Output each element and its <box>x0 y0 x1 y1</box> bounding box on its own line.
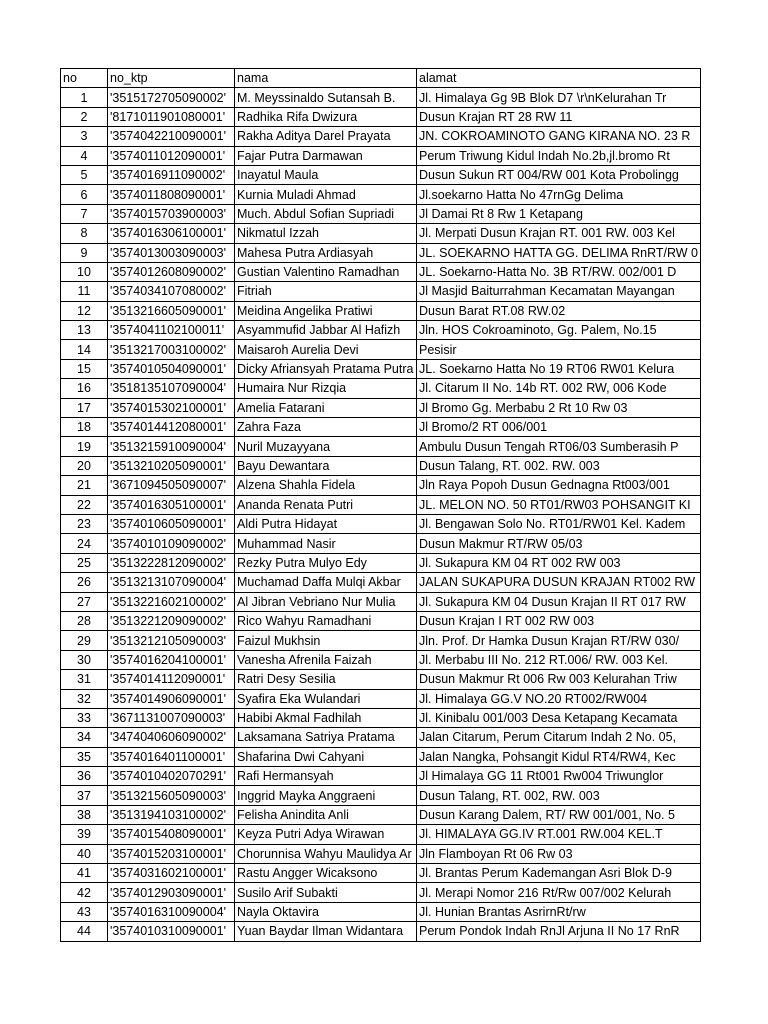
table-row <box>61 127 701 146</box>
cell-alamat[interactable]: JN. COKROAMINOTO GANG KIRANA NO. 23 R <box>417 127 701 146</box>
table-row <box>61 747 701 766</box>
cell-alamat[interactable]: Jl Damai Rt 8 Rw 1 Ketapang <box>417 204 701 223</box>
cell-alamat[interactable]: Pesisir <box>417 340 701 359</box>
cell-nama[interactable]: Inayatul Maula <box>235 165 417 184</box>
cell-nama[interactable]: Gustian Valentino Ramadhan <box>235 262 417 281</box>
cell-no-ktp[interactable]: '3574016911090002' <box>108 165 235 184</box>
table-row <box>61 359 701 378</box>
table-row <box>61 243 701 262</box>
cell-no[interactable]: 9 <box>61 243 108 262</box>
cell-no-ktp[interactable]: '3513215605090003' <box>108 786 235 805</box>
cell-alamat[interactable]: Dusun Barat RT.08 RW.02 <box>417 301 701 320</box>
table-row <box>61 767 701 786</box>
table-row <box>61 650 701 669</box>
table-row <box>61 88 701 107</box>
cell-no[interactable]: 23 <box>61 514 108 533</box>
cell-no-ktp[interactable]: '3574010402070291' <box>108 767 235 786</box>
cell-nama[interactable]: Faizul Mukhsin <box>235 631 417 650</box>
table-row <box>61 573 701 592</box>
table-row <box>61 864 701 883</box>
cell-alamat[interactable]: Jl. Hunian Brantas AsrirnRt/rw <box>417 902 701 921</box>
cell-no[interactable]: 2 <box>61 107 108 126</box>
cell-no[interactable]: 20 <box>61 456 108 475</box>
cell-alamat[interactable]: Jl. HIMALAYA GG.IV RT.001 RW.004 KEL.T <box>417 825 701 844</box>
cell-no-ktp[interactable]: '3574015302100001' <box>108 398 235 417</box>
cell-nama[interactable]: Rafi Hermansyah <box>235 767 417 786</box>
cell-no-ktp[interactable]: '3513215910090004' <box>108 437 235 456</box>
table-row <box>61 592 701 611</box>
cell-no[interactable]: 5 <box>61 165 108 184</box>
cell-no-ktp[interactable]: '3574031602100001' <box>108 864 235 883</box>
cell-no-ktp[interactable]: '3574015408090001' <box>108 825 235 844</box>
table-row <box>61 262 701 281</box>
cell-alamat[interactable]: Jl. Merpati Dusun Krajan RT. 001 RW. 003 Kel <box>417 224 701 243</box>
cell-nama[interactable]: Yuan Baydar Ilman Widantara <box>235 922 417 941</box>
cell-no[interactable]: 42 <box>61 883 108 902</box>
cell-alamat[interactable]: Dusun Krajan RT 28 RW 11 <box>417 107 701 126</box>
cell-no[interactable]: 41 <box>61 864 108 883</box>
table-row <box>61 418 701 437</box>
cell-alamat[interactable]: Jl Bromo/2 RT 006/001 <box>417 418 701 437</box>
cell-no[interactable]: 19 <box>61 437 108 456</box>
cell-no-ktp[interactable]: '3671094505090007' <box>108 476 235 495</box>
cell-alamat[interactable]: JL. Soekarno-Hatta No. 3B RT/RW. 002/001 D <box>417 262 701 281</box>
header-row <box>61 69 701 88</box>
cell-no-ktp[interactable]: '3513212105090003' <box>108 631 235 650</box>
cell-no-ktp[interactable]: '3574015703900003' <box>108 204 235 223</box>
cell-alamat[interactable]: Dusun Sukun RT 004/RW 001 Kota Probolingg <box>417 165 701 184</box>
cell-alamat[interactable]: Perum Triwung Kidul Indah No.2b,jl.bromo Rt <box>417 146 701 165</box>
cell-no-ktp[interactable]: '3574014412080001' <box>108 418 235 437</box>
table-row <box>61 805 701 824</box>
table-row <box>61 437 701 456</box>
cell-alamat[interactable]: JL. MELON NO. 50 RT01/RW03 POHSANGIT KI <box>417 495 701 514</box>
cell-no[interactable]: 44 <box>61 922 108 941</box>
cell-no-ktp[interactable]: '3671131007090003' <box>108 708 235 727</box>
table-row <box>61 844 701 863</box>
cell-no[interactable]: 27 <box>61 592 108 611</box>
cell-no[interactable]: 38 <box>61 805 108 824</box>
cell-nama[interactable]: Ananda Renata Putri <box>235 495 417 514</box>
cell-nama[interactable]: Radhika Rifa Dwizura <box>235 107 417 126</box>
table-row <box>61 708 701 727</box>
table-row <box>61 825 701 844</box>
cell-no-ktp[interactable]: '3574010504090001' <box>108 359 235 378</box>
cell-nama[interactable]: Zahra Faza <box>235 418 417 437</box>
cell-alamat[interactable]: Jl Himalaya GG 11 Rt001 Rw004 Triwunglor <box>417 767 701 786</box>
cell-nama[interactable]: Asyammufid Jabbar Al Hafizh <box>235 321 417 340</box>
cell-nama[interactable]: Fitriah <box>235 282 417 301</box>
table-row <box>61 301 701 320</box>
cell-alamat[interactable]: Dusun Makmur RT/RW 05/03 <box>417 534 701 553</box>
cell-no-ktp[interactable]: '3574010310090001' <box>108 922 235 941</box>
table-row <box>61 321 701 340</box>
cell-no[interactable]: 18 <box>61 418 108 437</box>
table-row <box>61 456 701 475</box>
cell-nama[interactable]: Fajar Putra Darmawan <box>235 146 417 165</box>
cell-no[interactable]: 31 <box>61 670 108 689</box>
table-row <box>61 922 701 941</box>
cell-alamat[interactable]: Jl. Citarum II No. 14b RT. 002 RW, 006 Kode <box>417 379 701 398</box>
cell-no[interactable]: 21 <box>61 476 108 495</box>
cell-alamat[interactable]: Jln. Prof. Dr Hamka Dusun Krajan RT/RW 030/ <box>417 631 701 650</box>
cell-alamat[interactable]: Jl Masjid Baiturrahman Kecamatan Mayangan <box>417 282 701 301</box>
cell-alamat[interactable]: Dusun Talang, RT. 002. RW. 003 <box>417 456 701 475</box>
cell-nama[interactable]: Dicky Afriansyah Pratama Putra <box>235 359 417 378</box>
cell-no-ktp[interactable]: '3574015203100001' <box>108 844 235 863</box>
cell-nama[interactable]: Rakha Aditya Darel Prayata <box>235 127 417 146</box>
table-row <box>61 631 701 650</box>
cell-alamat[interactable]: Dusun Karang Dalem, RT/ RW 001/001, No. 5 <box>417 805 701 824</box>
cell-alamat[interactable]: Jl. Kinibalu 001/003 Desa Ketapang Kecamata <box>417 708 701 727</box>
cell-nama[interactable]: Vanesha Afrenila Faizah <box>235 650 417 669</box>
cell-no[interactable]: 30 <box>61 650 108 669</box>
cell-no-ktp[interactable]: '3513221209090002' <box>108 611 235 630</box>
cell-no[interactable]: 12 <box>61 301 108 320</box>
cell-alamat[interactable]: Jln. HOS Cokroaminoto, Gg. Palem, No.15 <box>417 321 701 340</box>
cell-no[interactable]: 28 <box>61 611 108 630</box>
cell-nama[interactable]: Keyza Putri Adya Wirawan <box>235 825 417 844</box>
cell-no-ktp[interactable]: '3574016310090004' <box>108 902 235 921</box>
cell-no-ktp[interactable]: '3515172705090002' <box>108 88 235 107</box>
table-row <box>61 476 701 495</box>
cell-no[interactable]: 22 <box>61 495 108 514</box>
cell-no-ktp[interactable]: '3513210205090001' <box>108 456 235 475</box>
cell-alamat[interactable]: Jln Flamboyan Rt 06 Rw 03 <box>417 844 701 863</box>
cell-no[interactable]: 15 <box>61 359 108 378</box>
table-row <box>61 146 701 165</box>
cell-no-ktp[interactable]: '3574010109090002' <box>108 534 235 553</box>
cell-alamat[interactable]: Jl.soekarno Hatta No 47rnGg Delima <box>417 185 701 204</box>
cell-nama[interactable]: Muhammad Nasir <box>235 534 417 553</box>
cell-no[interactable]: 40 <box>61 844 108 863</box>
cell-no[interactable]: 4 <box>61 146 108 165</box>
cell-no-ktp[interactable]: '3518135107090004' <box>108 379 235 398</box>
header-alamat[interactable]: alamat <box>417 69 701 88</box>
cell-nama[interactable]: Shafarina Dwi Cahyani <box>235 747 417 766</box>
table-row <box>61 514 701 533</box>
data-table <box>60 68 701 942</box>
cell-nama[interactable]: Ratri Desy Sesilia <box>235 670 417 689</box>
cell-no[interactable]: 3 <box>61 127 108 146</box>
cell-nama[interactable]: Muchamad Daffa Mulqi Akbar <box>235 573 417 592</box>
cell-no[interactable]: 13 <box>61 321 108 340</box>
cell-nama[interactable]: Mahesa Putra Ardiasyah <box>235 243 417 262</box>
header-no-ktp[interactable]: no_ktp <box>108 69 235 88</box>
cell-nama[interactable]: Amelia Fatarani <box>235 398 417 417</box>
cell-nama[interactable]: Maisaroh Aurelia Devi <box>235 340 417 359</box>
cell-alamat[interactable]: Jl. Sukapura KM 04 Dusun Krajan II RT 017 RW <box>417 592 701 611</box>
cell-no[interactable]: 1 <box>61 88 108 107</box>
cell-no[interactable]: 26 <box>61 573 108 592</box>
cell-nama[interactable]: Susilo Arif Subakti <box>235 883 417 902</box>
header-no[interactable]: no <box>61 69 108 88</box>
cell-no[interactable]: 25 <box>61 553 108 572</box>
cell-no-ktp[interactable]: '3574014906090001' <box>108 689 235 708</box>
cell-no-ktp[interactable]: '3513194103100002' <box>108 805 235 824</box>
cell-no[interactable]: 16 <box>61 379 108 398</box>
cell-no-ktp[interactable]: '3574012608090002' <box>108 262 235 281</box>
cell-alamat[interactable]: Jl. Merapi Nomor 216 Rt/Rw 007/002 Kelurah <box>417 883 701 902</box>
table-row <box>61 902 701 921</box>
cell-no[interactable]: 24 <box>61 534 108 553</box>
cell-no-ktp[interactable]: '3513221602100002' <box>108 592 235 611</box>
table-row <box>61 728 701 747</box>
cell-no-ktp[interactable]: '3574034107080002' <box>108 282 235 301</box>
header-nama[interactable]: nama <box>235 69 417 88</box>
table-row <box>61 340 701 359</box>
cell-no-ktp[interactable]: '3574011012090001' <box>108 146 235 165</box>
cell-no-ktp[interactable]: '3574041102100011' <box>108 321 235 340</box>
cell-nama[interactable]: Much. Abdul Sofian Supriadi <box>235 204 417 223</box>
table-row <box>61 534 701 553</box>
cell-no-ktp[interactable]: '3574011808090001' <box>108 185 235 204</box>
cell-no[interactable]: 33 <box>61 708 108 727</box>
cell-no-ktp[interactable]: '3574016401100001' <box>108 747 235 766</box>
cell-no[interactable]: 6 <box>61 185 108 204</box>
cell-nama[interactable]: Rastu Angger Wicaksono <box>235 864 417 883</box>
cell-nama[interactable]: Humaira Nur Rizqia <box>235 379 417 398</box>
cell-nama[interactable]: Nikmatul Izzah <box>235 224 417 243</box>
cell-nama[interactable]: Alzena Shahla Fidela <box>235 476 417 495</box>
table-row <box>61 165 701 184</box>
table-row <box>61 495 701 514</box>
cell-nama[interactable]: Nuril Muzayyana <box>235 437 417 456</box>
cell-alamat[interactable]: Jl. Bengawan Solo No. RT01/RW01 Kel. Kadem <box>417 514 701 533</box>
table-row <box>61 379 701 398</box>
cell-nama[interactable]: Rico Wahyu Ramadhani <box>235 611 417 630</box>
cell-nama[interactable]: Nayla Oktavira <box>235 902 417 921</box>
cell-alamat[interactable]: Jln Raya Popoh Dusun Gednagna Rt003/001 <box>417 476 701 495</box>
cell-no-ktp[interactable]: '8171011901080001' <box>108 107 235 126</box>
cell-no-ktp[interactable]: '3474040606090002' <box>108 728 235 747</box>
cell-no-ktp[interactable]: '3574014112090001' <box>108 670 235 689</box>
cell-no[interactable]: 43 <box>61 902 108 921</box>
cell-no-ktp[interactable]: '3574016204100001' <box>108 650 235 669</box>
cell-nama[interactable]: M. Meyssinaldo Sutansah B. <box>235 88 417 107</box>
cell-no-ktp[interactable]: '3513216605090001' <box>108 301 235 320</box>
cell-alamat[interactable]: Jl. Brantas Perum Kademangan Asri Blok D-9 <box>417 864 701 883</box>
cell-no-ktp[interactable]: '3513222812090002' <box>108 553 235 572</box>
cell-alamat[interactable]: Jl. Merbabu III No. 212 RT.006/ RW. 003 Kel. <box>417 650 701 669</box>
cell-alamat[interactable]: Perum Pondok Indah RnJl Arjuna II No 17 RnR <box>417 922 701 941</box>
table-row <box>61 670 701 689</box>
table-row <box>61 786 701 805</box>
cell-no-ktp[interactable]: '3574016305100001' <box>108 495 235 514</box>
cell-no-ktp[interactable]: '3574012903090001' <box>108 883 235 902</box>
cell-no[interactable]: 17 <box>61 398 108 417</box>
cell-no-ktp[interactable]: '3574010605090001' <box>108 514 235 533</box>
cell-no-ktp[interactable]: '3574013003090003' <box>108 243 235 262</box>
cell-alamat[interactable]: Jalan Citarum, Perum Citarum Indah 2 No. 05, <box>417 728 701 747</box>
table-row <box>61 689 701 708</box>
cell-alamat[interactable]: Jl. Himalaya Gg 9B Blok D7 \r\nKelurahan Tr <box>417 88 701 107</box>
cell-nama[interactable]: Chorunnisa Wahyu Maulidya Ar <box>235 844 417 863</box>
cell-no[interactable]: 29 <box>61 631 108 650</box>
table-row <box>61 611 701 630</box>
cell-nama[interactable]: Meidina Angelika Pratiwi <box>235 301 417 320</box>
cell-nama[interactable]: Inggrid Mayka Anggraeni <box>235 786 417 805</box>
cell-no[interactable]: 34 <box>61 728 108 747</box>
cell-nama[interactable]: Habibi Akmal Fadhilah <box>235 708 417 727</box>
cell-no-ktp[interactable]: '3574016306100001' <box>108 224 235 243</box>
cell-no[interactable]: 8 <box>61 224 108 243</box>
cell-nama[interactable]: Kurnia Muladi Ahmad <box>235 185 417 204</box>
cell-no[interactable]: 10 <box>61 262 108 281</box>
cell-nama[interactable]: Felisha Anindita Anli <box>235 805 417 824</box>
cell-nama[interactable]: Al Jibran Vebriano Nur Mulia <box>235 592 417 611</box>
table-body <box>61 88 701 941</box>
table-row <box>61 224 701 243</box>
cell-no[interactable]: 11 <box>61 282 108 301</box>
table-row <box>61 282 701 301</box>
cell-nama[interactable]: Laksamana Satriya Pratama <box>235 728 417 747</box>
cell-alamat[interactable]: Jl. Himalaya GG.V NO.20 RT002/RW004 <box>417 689 701 708</box>
table-row <box>61 185 701 204</box>
table-row <box>61 204 701 223</box>
table-row <box>61 883 701 902</box>
cell-no[interactable]: 35 <box>61 747 108 766</box>
cell-no[interactable]: 36 <box>61 767 108 786</box>
cell-alamat[interactable]: Jalan Nangka, Pohsangit Kidul RT4/RW4, Kec <box>417 747 701 766</box>
table-row <box>61 398 701 417</box>
cell-no[interactable]: 39 <box>61 825 108 844</box>
cell-nama[interactable]: Aldi Putra Hidayat <box>235 514 417 533</box>
cell-no[interactable]: 14 <box>61 340 108 359</box>
cell-no-ktp[interactable]: '3513213107090004' <box>108 573 235 592</box>
cell-no[interactable]: 7 <box>61 204 108 223</box>
cell-alamat[interactable]: Ambulu Dusun Tengah RT06/03 Sumberasih P <box>417 437 701 456</box>
cell-alamat[interactable]: Dusun Makmur Rt 006 Rw 003 Kelurahan Triw <box>417 670 701 689</box>
cell-alamat[interactable]: JALAN SUKAPURA DUSUN KRAJAN RT002 RW <box>417 573 701 592</box>
cell-nama[interactable]: Bayu Dewantara <box>235 456 417 475</box>
cell-alamat[interactable]: JL. Soekarno Hatta No 19 RT06 RW01 Kelura <box>417 359 701 378</box>
cell-no[interactable]: 32 <box>61 689 108 708</box>
cell-nama[interactable]: Syafira Eka Wulandari <box>235 689 417 708</box>
cell-no-ktp[interactable]: '3574042210090001' <box>108 127 235 146</box>
cell-alamat[interactable]: Jl Bromo Gg. Merbabu 2 Rt 10 Rw 03 <box>417 398 701 417</box>
cell-alamat[interactable]: Jl. Sukapura KM 04 RT 002 RW 003 <box>417 553 701 572</box>
cell-alamat[interactable]: Dusun Krajan I RT 002 RW 003 <box>417 611 701 630</box>
cell-no[interactable]: 37 <box>61 786 108 805</box>
cell-no-ktp[interactable]: '3513217003100002' <box>108 340 235 359</box>
table-row <box>61 107 701 126</box>
cell-nama[interactable]: Rezky Putra Mulyo Edy <box>235 553 417 572</box>
cell-alamat[interactable]: JL. SOEKARNO HATTA GG. DELIMA RnRT/RW 0 <box>417 243 701 262</box>
cell-alamat[interactable]: Dusun Talang, RT. 002, RW. 003 <box>417 786 701 805</box>
table-row <box>61 553 701 572</box>
